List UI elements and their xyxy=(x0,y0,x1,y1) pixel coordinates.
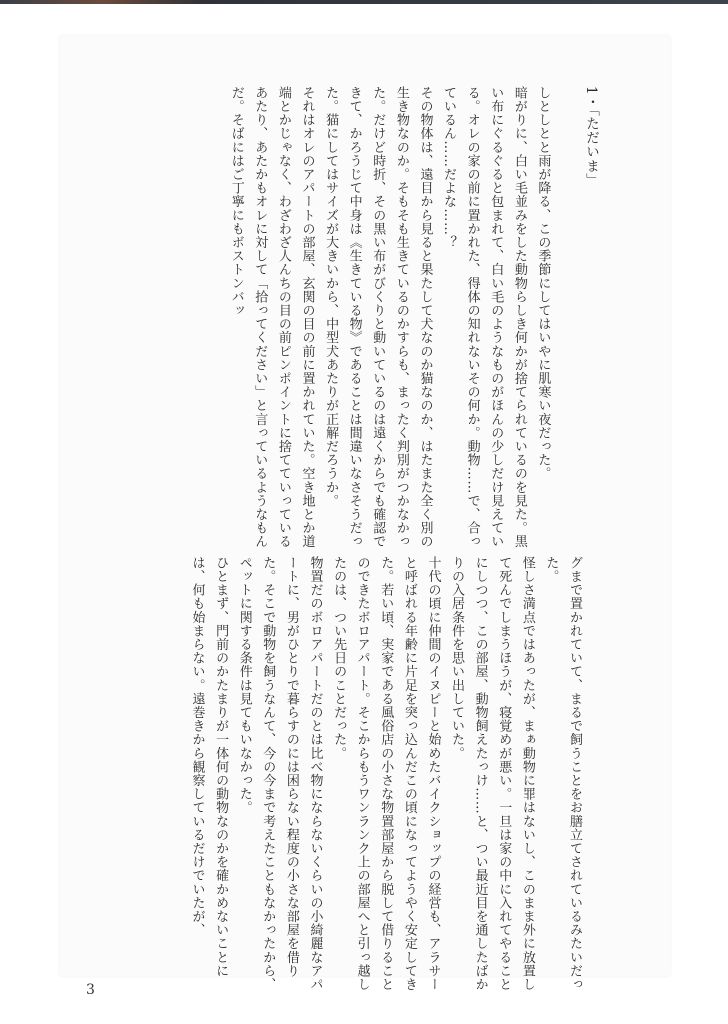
chapter-heading: 1・「ただいま」 xyxy=(583,86,599,188)
book-page xyxy=(60,36,670,992)
top-edge-strip xyxy=(0,0,728,4)
paragraph: 物置だのボロアパートだのとは比べ物にならないくらいの小綺麗なアパートに、男がひとりで暮らすのには困らない程度の小さな部屋を借りた。そこで動物を飼うなんて、今の今まで考えたこともなかったから、ペットに関する条件は見てもいなかった。 xyxy=(236,556,323,992)
page-number: 3 xyxy=(86,982,95,998)
paragraph: 怪しさ満点ではあったが、まぁ動物に罪はないし、このまま外に放置して死んでしまうほうが、寝覚めが悪い。一旦は家の中に入れてやることにしつつ、この部屋、動物飼えたっけ……と、つい最近目を通したばかりの入居条件を思い出していた。 xyxy=(449,556,535,992)
paragraph: その物体は、遠目から見ると果たして犬なのか猫なのか、はたまた全く別の生き物なのか。そもそも生きているのかすらも、まったく判別がつかなかった。だけど時折、その黒い布がびくりと動いているのは遠くからでも確認できて、かろうじて中身は《生きている物》であることは間違いなさそうだった。猫にしてはサイズが大きいから、中型犬あたりが正解だろうか。 xyxy=(323,86,433,549)
text-block-lower xyxy=(66,556,586,996)
paragraph: それはオレのアパートの部屋、玄関の目の前に置かれていた。空き地とか道端とかじゃなく、わざわざ人んちの目の前ピンポイントに捨てていっているあたり、あたかもオレに対して「拾ってください」と言っているようなもんだ。そばにはご丁寧にもボストンバッ xyxy=(228,86,315,549)
paragraph: 十代の頃に仲間のイヌピーと始めたバイクショップの経営も、アラサーと呼ばれる年齢に片足を突っ込んだこの頃になってようやく安定してきた。若い頃、実家である風俗店の小さな物置部屋から脱して借りることのできたボロアパート。そこからもうワンランク上の部屋へと引っ越したのは、つい先日のことだった。 xyxy=(331,556,441,992)
paragraph: しとしとと雨が降る、この季節にしてはいやに肌寒い夜だった。 xyxy=(535,86,551,481)
text-block-upper xyxy=(82,86,602,551)
paragraph: 暗がりに、白い毛並みをした動物らしき何かが捨てられているのを見た。黒い布にぐるぐると包まれて、白い毛のようなものがほんの少しだけ見えている。オレの家の前に置かれた、得体の知れないその何か。動物……で、合っているん……だよな……？ xyxy=(441,86,527,549)
paragraph: ひとまず、門前のかたまりが一体何の動物なのかを確かめないことには、何も始まらない。遠巻きから観察しているだけでいたが、 xyxy=(189,556,229,978)
paragraph: グまで置かれていて、まるで飼うことをお膳立てされているみたいだった。 xyxy=(543,556,582,992)
